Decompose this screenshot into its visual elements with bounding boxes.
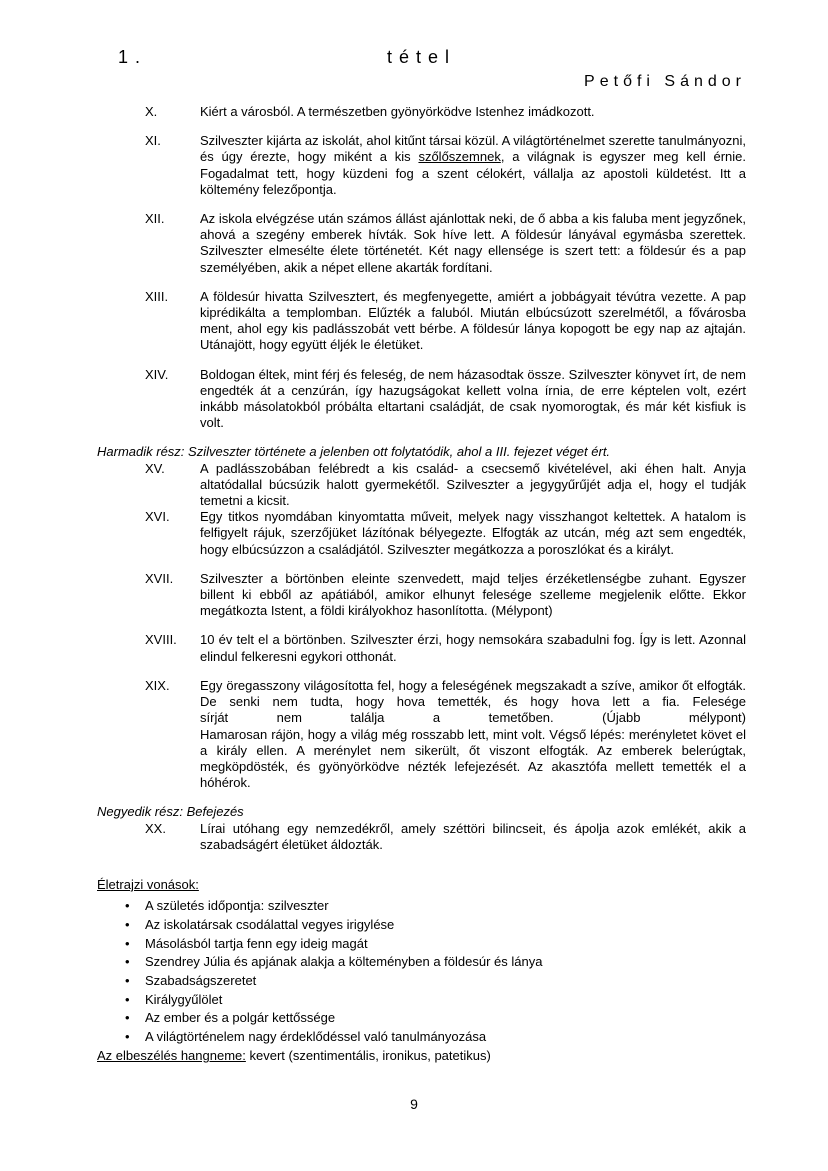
bullet-item [125,936,746,952]
item-numeral: XVII. [145,570,174,586]
list-item-xiv [97,367,746,432]
item-text: A földesúr hivatta Szilvesztert, és megfenyegette, amiért a jobbágyait tévútra vezette. A pap kiprédikálta a templomban. Elűzték a faluból. Miután elbúcsúzott szerelmétől, a fővárosba ment, ahol egy kis padlásszobát vett bérbe. A földesúr lánya kopogott be egy nap az ajtaján. Utánajött, hogy együtt éljék le életüket. [200,288,746,353]
bullet-icon: • [125,1010,130,1026]
bullet-text: Szendrey Júlia és apjának alakja a költeményben a földesúr és lánya [145,954,543,970]
list-item-xx [97,821,746,853]
bullet-text: A születés időpontja: szilveszter [145,898,329,914]
item-numeral: XIX. [145,677,170,693]
bullet-icon: • [125,898,130,914]
bullet-icon: • [125,991,130,1007]
item-numeral: XII. [145,211,165,227]
item-numeral: XI. [145,133,161,149]
item-text-segment: Hamarosan rájön, hogy a világ még rosszabb lett, mint volt. Végső lépés: merényletet követ el a király ellen. A merénylet nem sikerült, őt viszont elfogták. Az emberek belerúgtak, megköpdösték, és gyönyörködve nézték lefejezését. Az akasztófa mellett temették el a hóhérok. [200,726,746,791]
item-numeral: XIII. [145,288,169,304]
bullet-text: Az ember és a polgár kettőssége [145,1010,336,1026]
item-numeral: XVI. [145,509,170,525]
item-numeral: XVIII. [145,632,177,648]
item-text [200,678,746,791]
item-numeral: XIV. [145,366,169,382]
item-text: Kiért a városból. A természetben gyönyörködve Istenhez imádkozott. [200,104,595,119]
item-text: Szilveszter a börtönben eleinte szenvedett, majd teljes érzéketlenségbe zuhant. Egyszer billent ki ebből az apátiából, amikor elhunyt felesége szelleme megjelenik előtte. Ekkor megátkozta Istent, a földi királyokhoz hasonlította. (Mélypont) [200,570,746,619]
bullet-text: Királygyűlölet [145,991,223,1007]
bullet-icon: • [125,972,130,988]
list-item-xv [97,461,746,510]
bullet-icon: • [125,916,130,932]
bullet-icon: • [125,1029,130,1045]
biography-section [97,877,746,1065]
list-item-xix [97,678,746,791]
item-text: Az iskola elvégzése után számos állást ajánlottak neki, de ő abba a kis faluba ment jegyzőnek, ahová a szegény emberek hívták. Sok híve lett. A földesúr lányával egymásba szerettek. Szilveszter elmesélte élete történetét. Két nagy ellensége is szert tett: a földesúr és a pap személyében, akik a népet ellene akarták fordítani. [200,211,746,275]
bullet-item [125,973,746,989]
narration-value: kevert (szentimentális, ironikus, patetikus) [245,1048,491,1064]
list-item-xvii [97,571,746,620]
item-numeral: XX. [145,820,166,836]
page-number: 9 [410,1096,418,1112]
bullet-item [125,1010,746,1026]
narration-label: Az elbeszélés hangneme: [97,1048,246,1064]
item-text: Lírai utóhang egy nemzedékről, amely széttöri bilincseit, és ápolja azok emlékét, akik a szabadságért életüket áldozták. [200,820,746,852]
lesson-number: 1. [118,47,148,67]
biography-heading: Életrajzi vonások: [97,876,199,892]
item-text-segment: Egy öregasszony világosította fel, hogy a feleségének megszakadt a szíve, amikor őt elfogták. De senki nem tudta, hogy hova temették, és hogy hova lett a fia. Felesége [200,677,746,710]
list-item-xiii [97,289,746,354]
bullet-text: Másolásból tartja fenn egy ideig magát [145,935,368,951]
item-text: A padlásszobában felébredt a kis család- a csecsemő kivételével, aki éhen halt. Anyja altatódallal búcsúzik halott gyermekétől. Szilveszter a jegygyűrűjét adja el, hogy el tudják temetni a kicsit. [200,460,746,509]
item-text-segment: Szilveszter kijárta az iskolát, ahol kitűnt társai közül. A világtörténelmet szerette tanulmányozni, és úgy érezte, hogy miként a kis [200,133,746,165]
bullet-text: Az iskolatársak csodálattal vegyes irigylése [145,916,395,932]
bullet-text: Szabadságszeretet [145,972,257,988]
bullet-item [125,898,746,914]
list-item-xviii [97,632,746,664]
item-text: 10 év telt el a börtönben. Szilveszter érzi, hogy nemsokára szabadulni fog. Így is lett. Azonnal elindul felkeresni egykori otthonát. [200,632,746,664]
document-title: tétel [386,47,457,67]
item-text [200,133,746,198]
document-header [97,46,746,92]
item-text: Boldogan éltek, mint férj és feleség, de nem házasodtak össze. Szilveszter könyvet írt, de nem engedték át a cenzúrán, így hazugságokat kellett volna írnia, de erre képtelen volt, ezért inkább másolatokból próbálta eltartani családját, de csak nyomorogtak, és már két kisfiuk is volt. [200,366,746,431]
author-name: Petőfi Sándor [584,73,746,90]
section-heading-harmadik: Harmadik rész: Szilveszter története a jelenben ott folytatódik, ahol a III. fejezet véget ért. [97,444,611,460]
bullet-item [125,917,746,933]
bullet-item [125,1029,746,1045]
narration-line [97,1048,746,1064]
item-text-segment: , a világnak is egyszer meg kell érnie. Fogadalmat tett, hogy küzdeni fog a szent célokért, vállalja az apostoli küldetést. Itt a költemény felezőpontja. [200,149,747,197]
bullet-item [125,992,746,1008]
list-item-xi [97,133,746,198]
item-numeral: X. [145,104,158,119]
list-item-xii [97,211,746,276]
item-numeral: XV. [145,460,165,476]
bullet-text: A világtörténelem nagy érdeklődéssel való tanulmányozása [145,1029,487,1045]
section-heading-negyedik: Negyedik rész: Befejezés [97,804,244,820]
list-item-x [97,104,746,120]
list-item-xvi [97,509,746,558]
item-text-spread-line: sírját nem találja a temetőben. (Újabb mélypont) [200,710,746,726]
item-text: Egy titkos nyomdában kinyomtatta műveit, melyek nagy visszhangot keltettek. A hatalom is felfigyelt rájuk, szerzőjüket lázítónak bélyegezte. Elfogták az utcán, még azt sem engedték, hogy elbúcsúzzon a családjától. Szilveszter megátkozza a poroszlókat és a királyt. [200,509,746,557]
underlined-word: szőlőszemnek [418,149,501,165]
bullet-icon: • [125,935,130,951]
bullet-item [125,954,746,970]
bullet-icon: • [125,954,130,970]
